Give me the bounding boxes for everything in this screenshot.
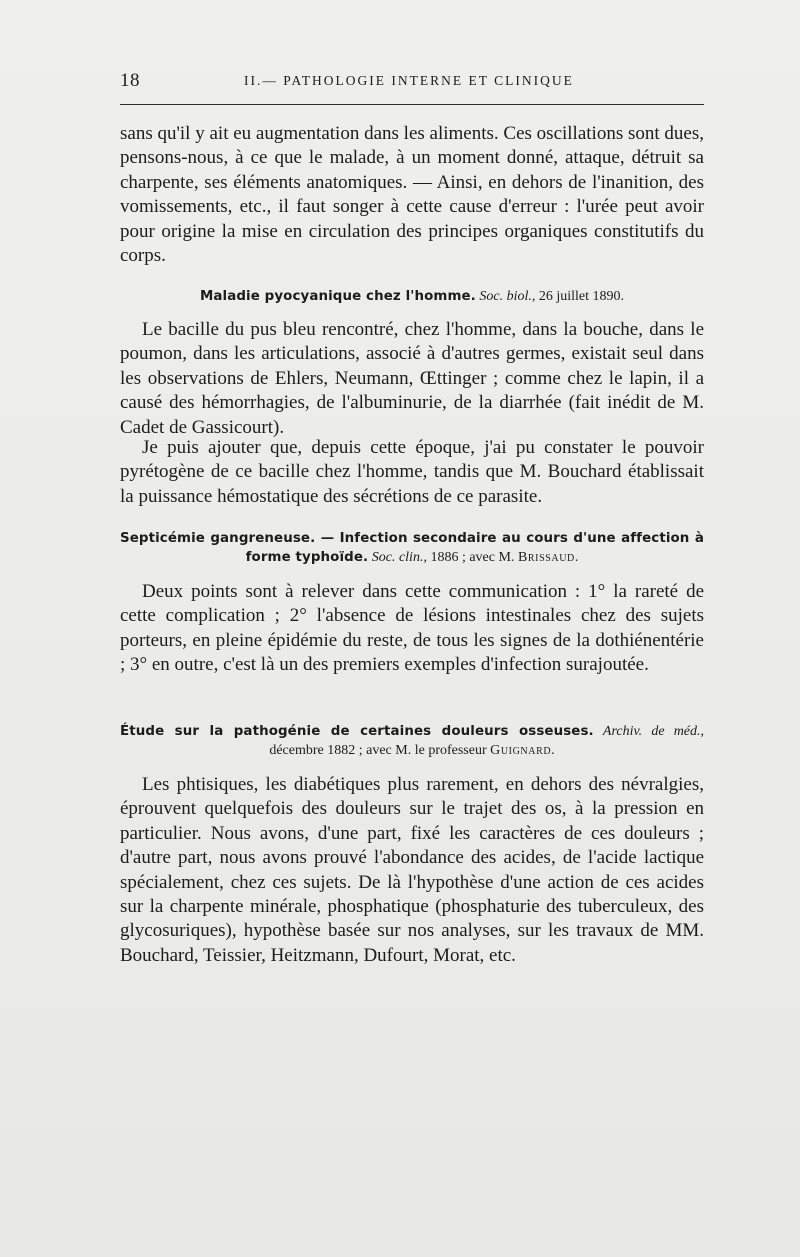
section-citation: , 1886 ; avec M. [423, 550, 515, 565]
paragraph-douleurs-osseuses-1: Les phtisiques, les diabétiques plus rarement, en dehors des névralgies, éprouvent quelquefois des douleurs sur le trajet des os, à la pression en particulier. Nous avons, d'une part, fixé les caractères de ces douleurs ; d'autre part, nous avons prouvé l'abondance des acides, de l'acide lactique spécialement, chez ces sujets. De là l'hypothèse d'une action de ces acides sur la charpente minérale, phosphatique (phosphaturie des tuberculeux, des glycosuriques), hypothèse basée sur nos analyses, sur les travaux de MM. Bouchard, Teissier, Heitzmann, Dufourt, Morat, etc. [120, 774, 704, 966]
paragraph-pyocyanique-1: Le bacille du pus bleu rencontré, chez l'homme, dans la bouche, dans le poumon, dans les articulations, associé à d'autres germes, existait seul dans les observations de Ehlers, Neumann, Œttinger ; comme chez le lapin, il a causé des hémorrhagies, de l'albuminurie, de la diarrhée (fait inédit de M. Cadet de Gassicourt). [120, 319, 704, 438]
coauthor-name: Brissaud [517, 550, 575, 565]
section-title: Maladie pyocyanique chez l'homme. [199, 289, 476, 304]
intro-paragraph: sans qu'il y ait eu augmentation dans les aliments. Ces oscillations sont dues, pensons-nous, à ce que le malade, à un moment donné, attaque, détruit sa charpente, ses éléments anatomiques. — Ainsi, en dehors de l'inanition, des vomissements, etc., il faut songer à cette cause d'erreur : l'urée peut avoir pour origine la mise en circulation des principes organiques constitutifs du corps. [120, 123, 704, 267]
page-number: 18 [120, 70, 140, 91]
section-heading-douleurs-osseuses: Étude sur la pathogénie de certaines douleurs osseuses. Archiv. de méd., décembre 1882 ; avec M. le professeur Guignard. [120, 724, 705, 758]
running-title: II.— PATHOLOGIE INTERNE ET CLINIQUE [244, 73, 574, 88]
section-title: Étude sur la pathogénie de certaines douleurs osseuses. [120, 724, 594, 739]
paragraph-pyocyanique-2: Je puis ajouter que, depuis cette époque, j'ai pu constater le pouvoir pyrétogène de ce bacille chez l'homme, tandis que M. Bouchard établissait la puissance hémostatique des sécrétions de ce parasite. [120, 437, 704, 507]
header-rule [120, 104, 704, 105]
section-heading-pyocyanique [120, 287, 704, 306]
running-head [120, 70, 704, 100]
paragraph-septicemie-1: Deux points sont à relever dans cette communication : 1° la rareté de cette complication ; 2° l'absence de lésions intestinales chez des sujets porteurs, en pleine épidémie du reste, de tous les signes de la dothiénentérie ; 3° en outre, c'est là un des premiers exemples d'infection surajoutée. [120, 581, 704, 676]
section-source: Soc. clin. [371, 550, 424, 565]
section-citation: , décembre 1882 ; avec M. le professeur [269, 724, 705, 758]
section-source: Soc. biol. [479, 289, 532, 304]
coauthor-name: Guignard [490, 743, 552, 758]
section-title: Septicémie gangreneuse. — Infection secondaire au cours d'une affection à forme typhoïde. [120, 531, 704, 565]
section-citation: , 26 juillet 1890. [531, 289, 625, 304]
section-source: Archiv. de méd. [602, 724, 701, 739]
section-heading-septicemie: Septicémie gangreneuse. — Infection secondaire au cours d'une affection à forme typhoïde. Soc. clin., 1886 ; avec M. Brissaud. [120, 531, 704, 565]
